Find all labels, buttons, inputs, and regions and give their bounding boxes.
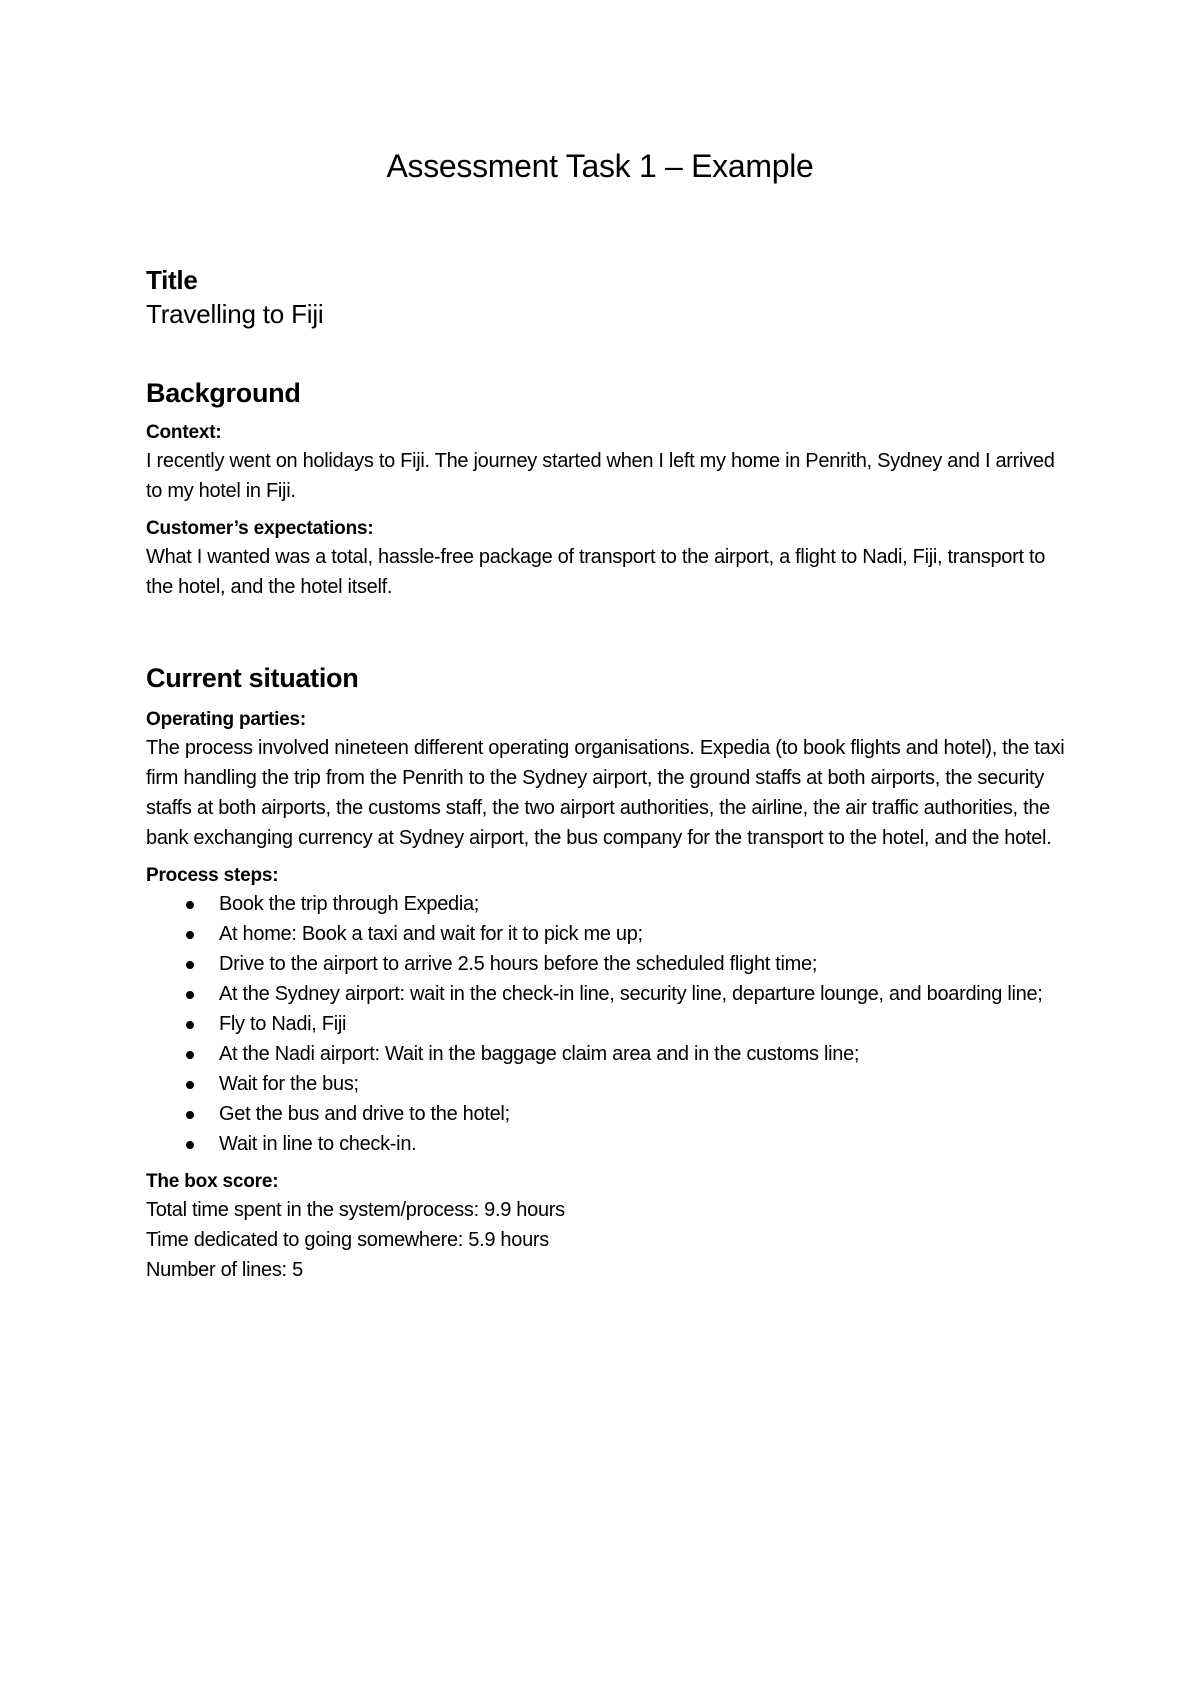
- list-item: [146, 1039, 1066, 1069]
- list-item: [146, 979, 1066, 1009]
- list-item: [146, 949, 1066, 979]
- step-text: Wait for the bus;: [219, 1073, 359, 1095]
- process-steps-label: Process steps:: [146, 865, 279, 886]
- bullet-icon: [186, 1111, 194, 1119]
- bullet-icon: [186, 1021, 194, 1029]
- bullet-icon: [186, 1141, 194, 1149]
- bullet-icon: [186, 931, 194, 939]
- box-score-label: The box score:: [146, 1171, 279, 1192]
- box-score-line: Number of lines: 5: [146, 1259, 303, 1281]
- bullet-icon: [186, 901, 194, 909]
- operating-parties-label: Operating parties:: [146, 709, 307, 730]
- title-section: [146, 264, 1066, 332]
- document-title: Assessment Task 1 – Example: [386, 148, 814, 184]
- step-text: Drive to the airport to arrive 2.5 hours before the scheduled flight time;: [219, 953, 818, 975]
- current-situation-heading: Current situation: [146, 663, 359, 693]
- operating-parties-text: The process involved nineteen different operating organisations. Expedia (to book flights and hotel), the taxi firm handling the trip from the Penrith to the Sydney airport, the ground staffs at both airports, the security staffs at both airports, the customs staff, the two airport authorities, the airline, the air traffic authorities, the bank exchanging currency at Sydney airport, the bus company for the transport to the hotel, and the hotel.: [146, 737, 1065, 849]
- step-text: Fly to Nadi, Fiji: [219, 1013, 347, 1035]
- bullet-icon: [186, 991, 194, 999]
- context-text: I recently went on holidays to Fiji. The journey started when I left my home in Penrith, Sydney and I arrived to my hotel in Fiji.: [146, 450, 1055, 502]
- step-text: At the Sydney airport: wait in the check-in line, security line, departure lounge, and boarding line;: [219, 983, 1043, 1005]
- box-score-line: Time dedicated to going somewhere: 5.9 hours: [146, 1229, 549, 1251]
- box-score-line: Total time spent in the system/process: 9.9 hours: [146, 1199, 565, 1221]
- step-text: At the Nadi airport: Wait in the baggage claim area and in the customs line;: [219, 1043, 860, 1065]
- list-item: [146, 919, 1066, 949]
- list-item: [146, 1069, 1066, 1099]
- title-value: Travelling to Fiji: [146, 299, 324, 329]
- current-situation-section: [146, 661, 1066, 1285]
- list-item: [146, 1009, 1066, 1039]
- background-section: [146, 376, 1066, 602]
- bullet-icon: [186, 961, 194, 969]
- title-heading: Title: [146, 265, 198, 295]
- expectations-text: What I wanted was a total, hassle-free package of transport to the airport, a flight to Nadi, Fiji, transport to the hotel, and the hotel itself.: [146, 546, 1046, 598]
- process-steps-list: [146, 889, 1066, 1159]
- context-label: Context:: [146, 422, 222, 443]
- list-item: [146, 1129, 1066, 1159]
- background-heading: Background: [146, 378, 301, 408]
- bullet-icon: [186, 1051, 194, 1059]
- step-text: Get the bus and drive to the hotel;: [219, 1103, 510, 1125]
- step-text: At home: Book a taxi and wait for it to pick me up;: [219, 923, 643, 945]
- list-item: [146, 889, 1066, 919]
- expectations-label: Customer’s expectations:: [146, 518, 374, 539]
- step-text: Book the trip through Expedia;: [219, 893, 480, 915]
- step-text: Wait in line to check-in.: [219, 1133, 417, 1155]
- bullet-icon: [186, 1081, 194, 1089]
- list-item: [146, 1099, 1066, 1129]
